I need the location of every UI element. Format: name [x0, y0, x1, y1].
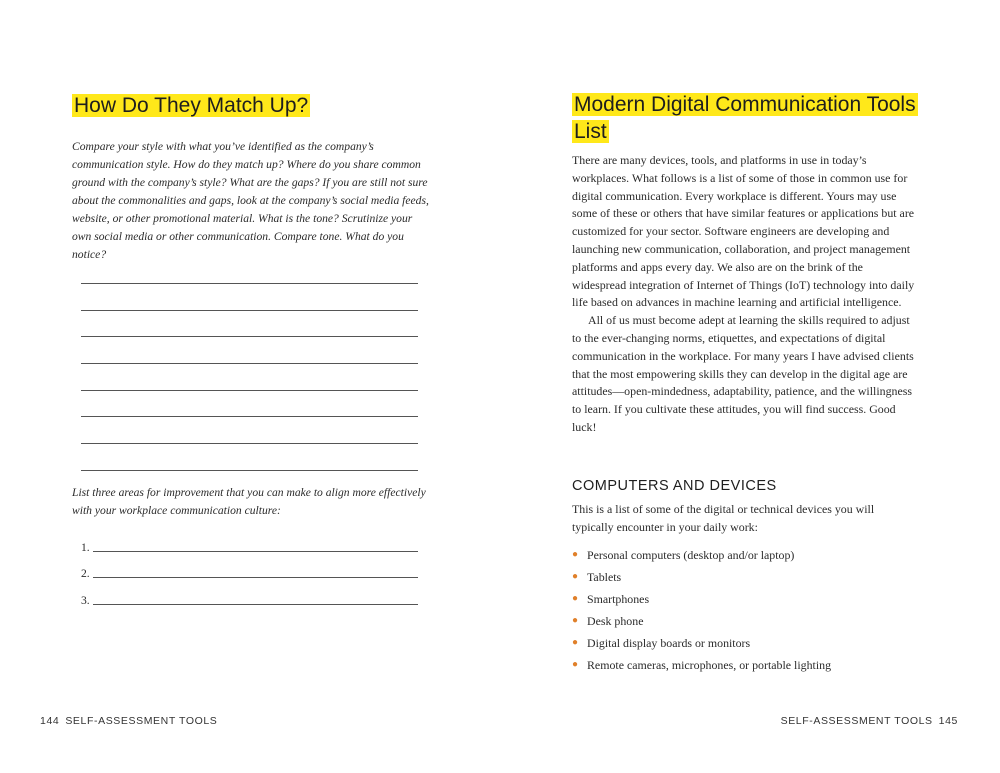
bullet-icon: ●: [572, 593, 579, 605]
running-footer: SELF-ASSESSMENT TOOLS: [780, 715, 933, 727]
left-footer: [34, 715, 217, 727]
writing-line: [81, 417, 418, 444]
reflection-prompt: Compare your style with what you’ve identified as the company’s communication style. How do they match up? Where do you share common ground with the company’s style? What are the gaps? If you are still not sure about the commonalities and gaps, look at the company’s social media feeds, website, or other promotional material. What is the tone? Scrutinize your own social media or other communication. Compare tone. What do you notice?: [72, 140, 429, 261]
bullet-icon: ●: [572, 615, 579, 627]
right-heading: Modern Digital Communication Tools List: [574, 93, 916, 143]
item-number: 3.: [81, 593, 90, 607]
bullet-icon: ●: [572, 549, 579, 560]
answer-line: [93, 592, 418, 605]
paragraph: There are many devices, tools, and platforms in use in today’s workplaces. What follows is a list of some of those in common use for digital communication. Every workplace is different. Yours may use some of these or others that have similar features or applications but are customized for your sector. Software engineers are developing and launching new communication, collaboration, and project management platforms and apps every day. We also are on the brink of the widespread integration of Internet of Things (IoT) technology into daily life based on advances in machine learning and artificial intelligence.: [572, 153, 915, 310]
item-number: 1.: [81, 540, 90, 554]
page-number: 145: [938, 715, 958, 727]
list-item: ● Digital display boards or monitors: [572, 632, 932, 654]
list-item: ● Smartphones: [572, 588, 932, 610]
list-item: ● Tablets: [572, 566, 932, 588]
writing-lines: [81, 283, 418, 471]
list-item: ● Desk phone: [572, 610, 932, 632]
section-intro: This is a list of some of the digital or technical devices you will typically encounter in your daily work:: [572, 502, 875, 534]
left-heading: How Do They Match Up?: [74, 94, 309, 117]
bullet-icon: ●: [572, 659, 579, 671]
bullet-icon: ●: [572, 571, 579, 583]
paragraph: All of us must become adept at learning the skills required to adjust to the ever-changing norms, etiquettes, and expectations of digital communication in the workplace. For many years I have advised clients that the most empowering skills they can develop in the digital age are attitudes—open-mindedness, adaptability, patience, and the willingness to learn. If you cultivate these attitudes, you will find success. Good luck!: [572, 313, 914, 434]
writing-line: [81, 311, 418, 338]
page-number: 144: [40, 715, 60, 727]
list-item: ● Remote cameras, microphones, or portable lighting: [572, 654, 932, 676]
numbered-answer-row: [81, 554, 418, 581]
improvement-prompt: List three areas for improvement that you can make to align more effectively with your workplace communication culture:: [72, 486, 426, 517]
answer-line: [93, 565, 418, 578]
section-heading: COMPUTERS AND DEVICES: [572, 478, 777, 494]
writing-line: [81, 364, 418, 391]
body-text: [572, 152, 917, 437]
list-item: ● Personal computers (desktop and/or laptop): [572, 544, 932, 566]
right-page: [500, 0, 1000, 773]
device-list: [572, 544, 932, 677]
answer-line: [93, 539, 418, 552]
bullet-icon: ●: [572, 637, 579, 649]
numbered-answer-row: [81, 527, 418, 554]
writing-line: [81, 284, 418, 311]
item-number: 2.: [81, 567, 90, 580]
numbered-answer-list: [81, 527, 418, 607]
writing-line: [81, 391, 418, 418]
writing-line: [81, 337, 418, 364]
right-footer: [781, 715, 964, 727]
writing-line: [81, 444, 418, 471]
numbered-answer-row: [81, 580, 418, 607]
running-footer: SELF-ASSESSMENT TOOLS: [65, 715, 218, 727]
